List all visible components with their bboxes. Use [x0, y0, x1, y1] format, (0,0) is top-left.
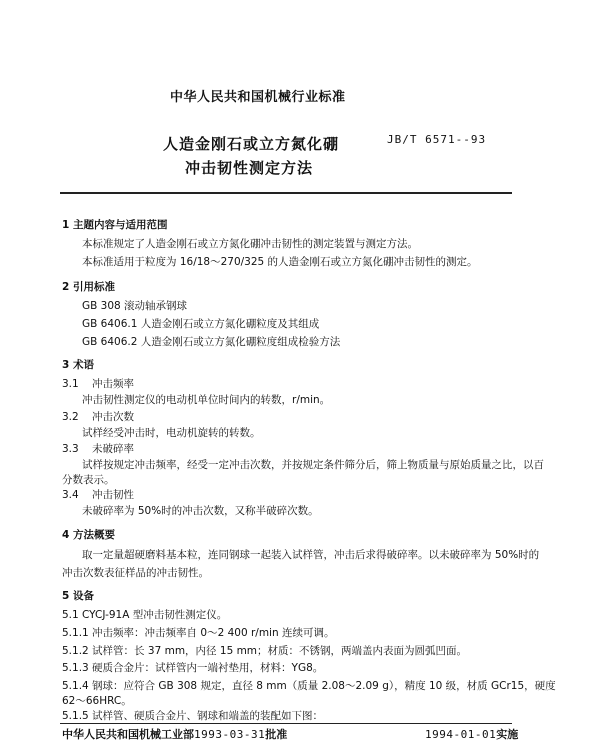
effective-suffix: 实施 [496, 728, 519, 741]
equipment-item: 5.1.2 试样管：长 37 mm，内径 15 mm；材质：不锈钢，两端盖内表面为圆弧凹面。 [62, 645, 468, 657]
term-number: 3.3 [62, 443, 79, 455]
equipment-item-continued: 62～66HRC。 [62, 695, 132, 707]
term-definition: 试样经受冲击时，电动机旋转的转数。 [82, 427, 261, 439]
approval-suffix: 批准 [265, 728, 288, 741]
equipment-item: 5.1.3 硬质合金片：试样管内一端衬垫用，材料：YG8。 [62, 662, 324, 674]
equipment-item: 5.1.5 试样管、硬质合金片、钢球和端盖的装配如下图： [62, 710, 324, 722]
section-1-paragraph-1: 本标准规定了人造金刚石或立方氮化硼冲击韧性的测定装置与测定方法。 [82, 238, 418, 250]
document-title-line1: 人造金刚石或立方氮化硼 [163, 135, 340, 153]
section-2-title: 2 引用标准 [62, 281, 115, 293]
term-definition: 冲击韧性测定仪的电动机单位时间内的转数，r/min。 [82, 394, 331, 406]
term-definition-continued: 分数表示。 [62, 474, 115, 486]
section-5-title: 5 设备 [62, 590, 94, 602]
issuer-header: 中华人民共和国机械行业标准 [170, 90, 346, 105]
reference-item: GB 308 滚动轴承钢球 [82, 300, 188, 312]
approval-org: 中华人民共和国机械工业部 [62, 728, 194, 741]
term-name: 冲击频率 [92, 378, 134, 390]
approval-date: 1993-03-31 [194, 728, 266, 741]
section-4-title: 4 方法概要 [62, 529, 115, 541]
term-definition: 未破碎率为 50%时的冲击次数，又称半破碎次数。 [82, 505, 319, 517]
equipment-item: 5.1.1 冲击频率：冲击频率自 0～2 400 r/min 连续可调。 [62, 627, 335, 639]
term-number: 3.4 [62, 489, 79, 501]
term-name: 冲击次数 [92, 411, 134, 423]
term-number: 3.2 [62, 411, 79, 423]
footer-rule [60, 723, 512, 724]
approval-line [62, 726, 287, 742]
reference-item: GB 6406.1 人造金刚石或立方氮化硼粒度及其组成 [82, 318, 320, 330]
section-4-paragraph: 取一定量超硬磨料基本粒，连同钢球一起装入试样管，冲击后求得破碎率。以未破碎率为 50%时的 [82, 549, 540, 561]
section-3-title: 3 术语 [62, 359, 94, 371]
standard-code: JB/T 6571--93 [387, 133, 487, 146]
term-name: 未破碎率 [92, 443, 134, 455]
header-rule [60, 192, 512, 194]
term-name: 冲击韧性 [92, 489, 134, 501]
section-1-title: 1 主题内容与适用范围 [62, 219, 168, 231]
section-4-paragraph-continued: 冲击次数表征样品的冲击韧性。 [62, 567, 209, 579]
document-title-line2: 冲击韧性测定方法 [185, 159, 314, 177]
equipment-item: 5.1.4 钢球：应符合 GB 308 规定，直径 8 mm（质量 2.08～2.09 g），精度 10 级，材质 GCr15，硬度 [62, 680, 556, 692]
term-definition: 试样按规定冲击频率，经受一定冲击次数，并按规定条件筛分后，筛上物质量与原始质量之比，以百 [82, 459, 544, 471]
section-1-paragraph-2: 本标准适用于粒度为 16/18～270/325 的人造金刚石或立方氮化硼冲击韧性的测定。 [82, 256, 478, 268]
equipment-item: 5.1 CYCJ-91A 型冲击韧性测定仪。 [62, 609, 228, 621]
effective-date: 1994-01-01 [425, 728, 497, 741]
term-number: 3.1 [62, 378, 79, 390]
reference-item: GB 6406.2 人造金刚石或立方氮化硼粒度组成检验方法 [82, 336, 341, 348]
effective-line [425, 726, 518, 742]
